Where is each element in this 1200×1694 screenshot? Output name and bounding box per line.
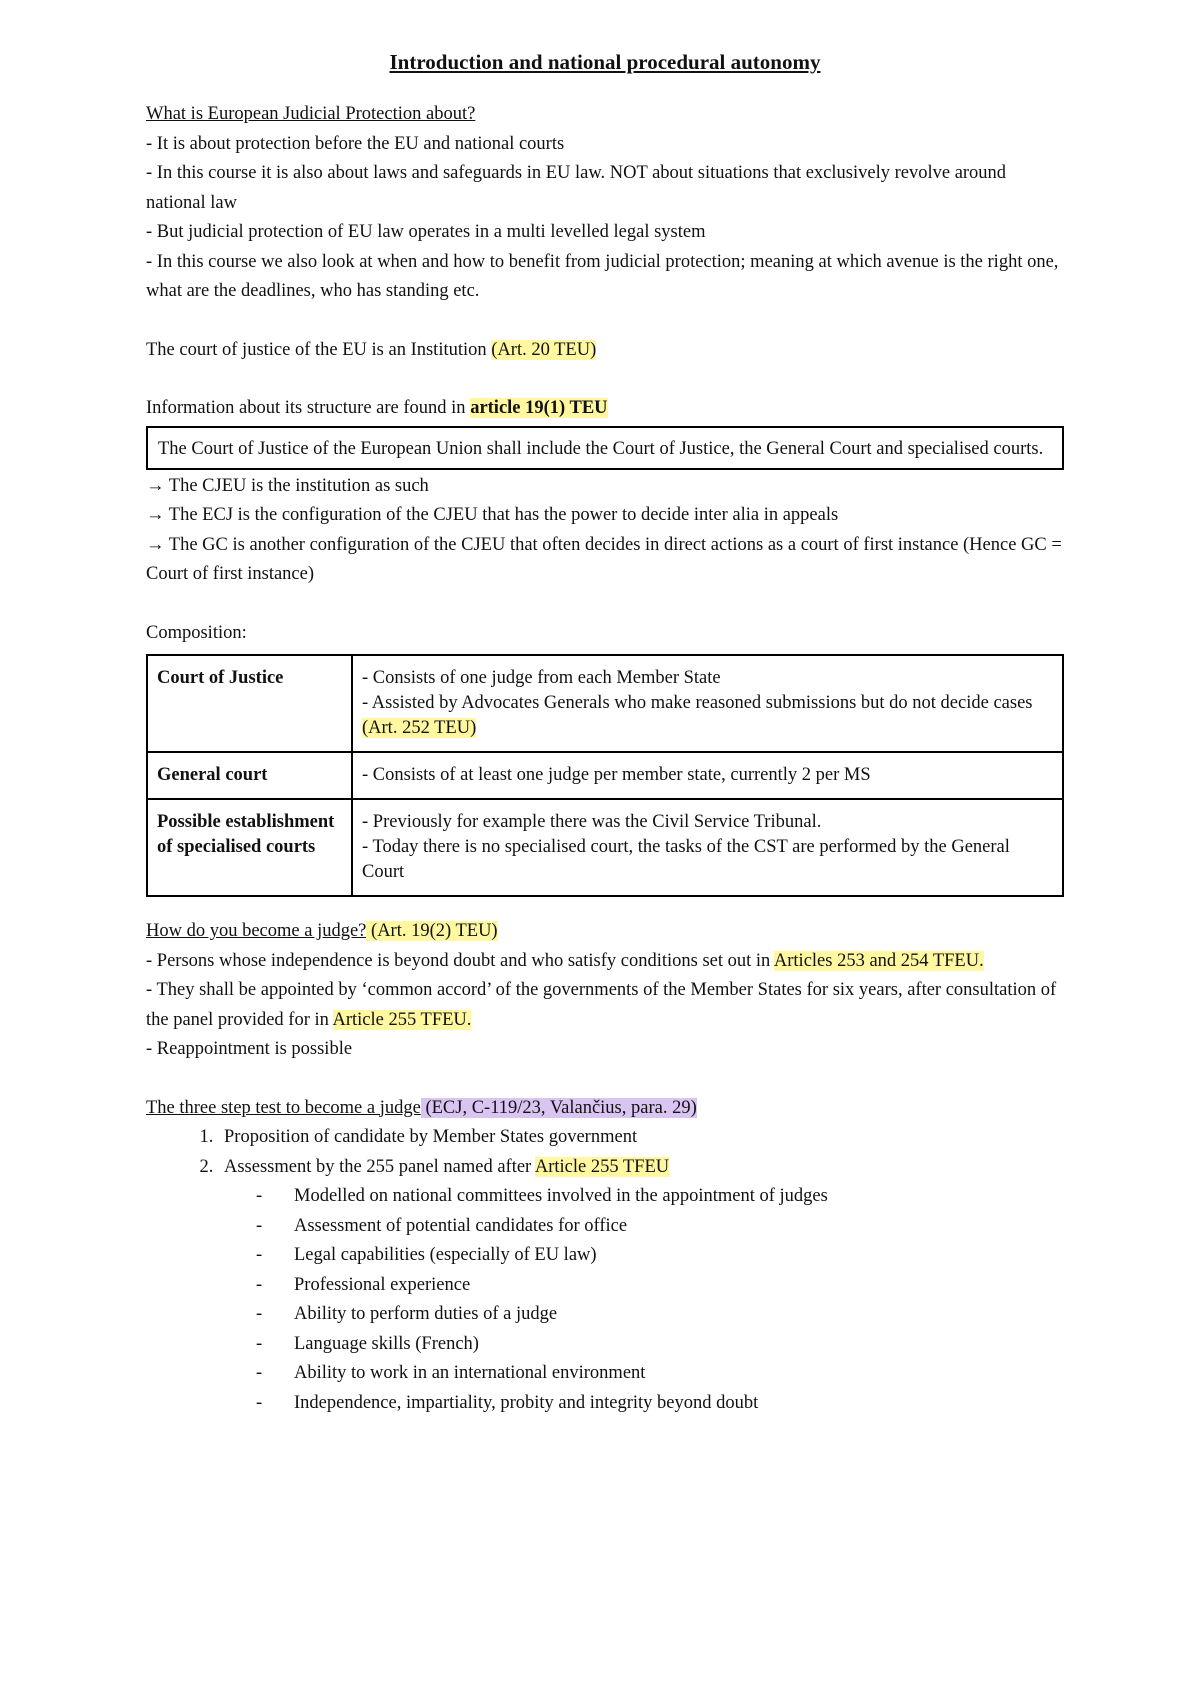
composition-label: Composition: xyxy=(146,622,247,643)
paragraph-text: - They shall be appointed by ‘common accord’ of the governments of the Member States for six years, after consultation of the panel provided for in xyxy=(146,980,1057,1030)
sub-list-item: - Language skills (French) xyxy=(146,1330,1064,1360)
document-title: Introduction and national procedural autonomy xyxy=(389,50,821,74)
paragraph-line: - Reappointment is possible xyxy=(146,1039,353,1059)
paragraph-line xyxy=(146,947,1064,977)
section-heading-judicial-protection: What is European Judicial Protection about? xyxy=(146,104,476,124)
arrow-line: → The GC is another configuration of the CJEU that often decides in direct actions as a court of first instance (Hence GC = Court of first instance) xyxy=(146,534,1062,584)
sub-list-item: - Modelled on national committees involved in the appointment of judges xyxy=(146,1182,1064,1212)
table-value-cell xyxy=(352,655,1063,752)
list-item xyxy=(218,1153,1064,1419)
structure-line xyxy=(146,394,1064,424)
table-row xyxy=(147,655,1063,752)
judge-heading-line xyxy=(146,917,1064,947)
table-cell-line: - Previously for example there was the Civil Service Tribunal. xyxy=(362,812,822,832)
court-institution-line xyxy=(146,336,1064,366)
sub-list-item: - Ability to work in an international environment xyxy=(146,1359,1064,1389)
paragraph-text: - Persons whose independence is beyond doubt and who satisfy conditions set out in xyxy=(146,950,774,971)
document-page xyxy=(146,46,1064,1418)
sub-list-item: - Assessment of potential candidates for office xyxy=(146,1212,1064,1242)
article-ref-highlight: Articles 253 and 254 TFEU. xyxy=(773,950,984,971)
table-key-cell: Possible establishment of specialised courts xyxy=(147,799,352,896)
arrow-line: → The ECJ is the configuration of the CJEU that has the power to decide inter alia in appeals xyxy=(146,505,839,525)
table-cell-line: - Today there is no specialised court, the tasks of the CST are performed by the General Court xyxy=(362,837,1010,882)
quote-box: The Court of Justice of the European Union shall include the Court of Justice, the General Court and specialised courts. xyxy=(146,426,1064,470)
paragraph-line: - In this course it is also about laws and safeguards in EU law. NOT about situations that exclusively revolve around national law xyxy=(146,163,1007,213)
sub-list-item: - Professional experience xyxy=(146,1271,1064,1301)
article-ref-highlight: (Art. 20 TEU) xyxy=(491,339,597,360)
composition-table xyxy=(146,654,1064,897)
table-row xyxy=(147,752,1063,799)
article-ref-highlight: article 19(1) TEU xyxy=(470,398,608,418)
article-ref-highlight: (Art. 252 TEU) xyxy=(362,718,477,738)
table-value-cell xyxy=(352,752,1063,799)
paragraph-line xyxy=(146,976,1064,1035)
table-key-cell: General court xyxy=(147,752,352,799)
article-ref-highlight: Article 255 TFEU xyxy=(534,1156,670,1177)
article-ref-highlight: Article 255 TFEU. xyxy=(332,1009,472,1030)
case-ref-highlight: (ECJ, C-119/23, Valančius, para. 29) xyxy=(420,1097,697,1118)
structure-text: Information about its structure are found in xyxy=(146,398,471,418)
paragraph-line: - It is about protection before the EU and national courts xyxy=(146,133,565,154)
list-item-text: Assessment by the 255 panel named after xyxy=(224,1156,535,1177)
steps-list xyxy=(146,1123,1064,1418)
table-cell-line: - Consists of at least one judge per member state, currently 2 per MS xyxy=(362,765,871,785)
sub-list-item: - Ability to perform duties of a judge xyxy=(146,1300,1064,1330)
table-cell-line: - Consists of one judge from each Member State xyxy=(362,668,721,688)
list-item: 1. Proposition of candidate by Member States government xyxy=(218,1123,1064,1153)
table-key-cell: Court of Justice xyxy=(147,655,352,752)
section-heading-become-judge: How do you become a judge? xyxy=(146,921,367,941)
table-cell-text: - Assisted by Advocates Generals who make reasoned submissions but do not decide cases xyxy=(362,693,1033,713)
sub-list-item: - Independence, impartiality, probity and integrity beyond doubt xyxy=(146,1389,1064,1419)
table-cell-line xyxy=(362,691,1053,741)
section-heading-three-step: The three step test to become a judge xyxy=(146,1097,421,1118)
table-row xyxy=(147,799,1063,896)
arrow-line: → The CJEU is the institution as such xyxy=(146,475,429,496)
table-value-cell xyxy=(352,799,1063,896)
article-ref-highlight: (Art. 19(2) TEU) xyxy=(366,921,498,941)
sub-list xyxy=(146,1182,1064,1418)
sub-list-item: - Legal capabilities (especially of EU law) xyxy=(146,1241,1064,1271)
paragraph-line: - In this course we also look at when and how to benefit from judicial protection; meaning at which avenue is the right one, what are the deadlines, who has standing etc. xyxy=(146,251,1059,301)
paragraph-line: - But judicial protection of EU law operates in a multi levelled legal system xyxy=(146,222,706,242)
court-text: The court of justice of the EU is an Institution xyxy=(146,339,492,360)
test-heading-line xyxy=(146,1094,1064,1124)
